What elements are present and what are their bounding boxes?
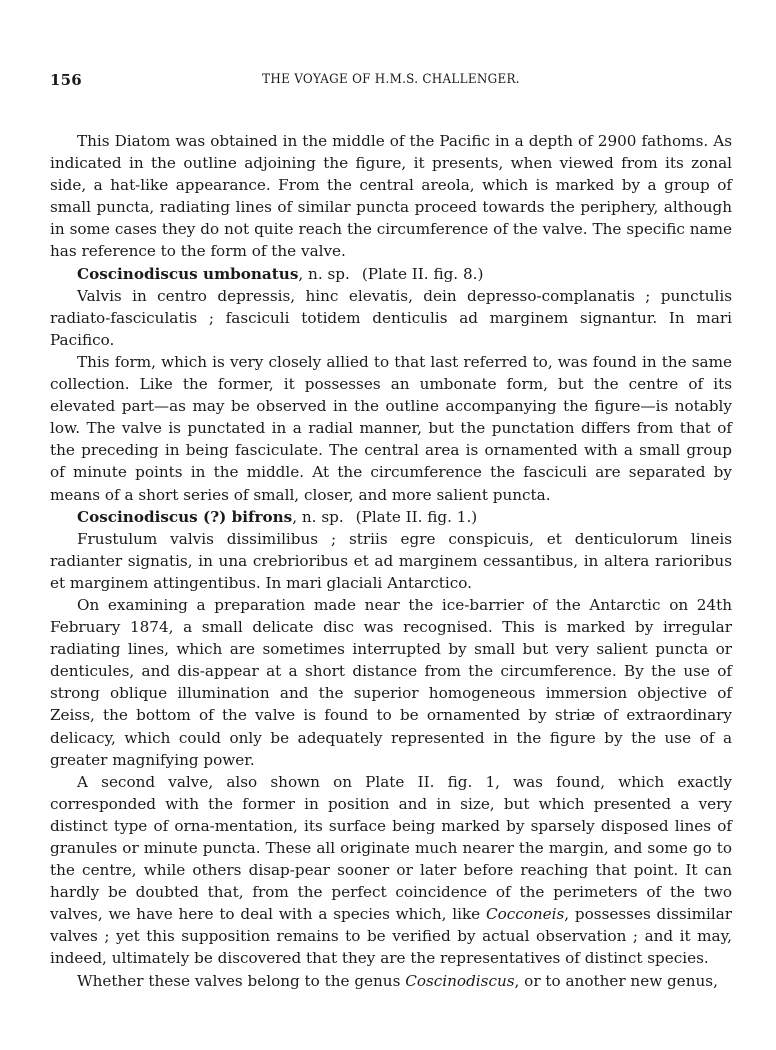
text-run: , possesses dissimilar valves ; yet this supposition remains to be verified by actual observation ; and it may, indeed, ultimately be discovered that they are the representatives of distinct species. [50,905,733,968]
taxon-name: Coscinodiscus (?) bifrons [77,507,293,526]
plate-reference: (Plate II. fig. 1.) [355,507,478,526]
taxon-name: Coscinodiscus umbonatus [77,264,299,283]
taxon-suffix: , n. sp. [292,507,344,526]
latin-diagnosis: Valvis in centro depressis, hinc elevatis, dein depresso-complanatis ; punctulis radiato-fasciculatis ; fasciculi totidem denticulis ad marginem signantur. In mari Pacifico. [50,286,732,349]
genus-italic: Cocconeis [485,905,565,924]
description-paragraph: This form, which is very closely allied to that last referred to, was found in the same collection. Like the former, it possesses an umbonate form, but the centre of its elevated part—as may be observed in the outline accompanying the figure—is notably low. The valve is punctated in a radial manner, but the punctation differs from that of the preceding in being fasciculate. The central area is ornamented with a small group of minute points in the middle. At the circumference the fasciculi are separated by means of a short series of small, closer, and more salient puncta. [50,352,732,504]
text-run: , or to another new genus, [514,971,718,990]
description-paragraph [50,970,732,992]
description-paragraph: On examining a preparation made near the ice-barrier of the Antarctic on 24th February 1874, a small delicate disc was recognised. This is marked by irregular radiating lines, which are sometimes interrupted by small but very salient puncta or denticules, and dis-appear at a short distance from the circumference. By the use of strong oblique illumination and the superior homogeneous immersion objective of Zeiss, the bottom of the valve is found to be ornamented by striæ of extraordinary delicacy, which could only be adequately represented in the figure by the use of a greater magnifying power. [50,595,732,769]
text-run: Whether these valves belong to the genus [77,971,406,990]
section-heading-bifrons [50,506,732,528]
description-paragraph [50,771,732,970]
section-heading-umbonatus [50,263,732,285]
latin-diagnosis: Frustulum valvis dissimilibus ; striis egre conspicuis, et denticulorum lineis radianter signatis, in una crebrioribus et ad marginem cessantibus, in altera rarioribus et marginem attingentibus. In mari glaciali Antarctico. [50,529,732,592]
running-title: THE VOYAGE OF H.M.S. CHALLENGER. [262,72,520,87]
taxon-suffix: , n. sp. [298,264,350,283]
plate-reference: (Plate II. fig. 8.) [361,264,484,283]
text-run: A second valve, also shown on Plate II. fig. 1, was found, which exactly corresponded with the former in position and in size, but which presented a very distinct type of orna-mentation, its surface being marked by sparsely disposed lines of granules or minute puncta. These all originate much nearer the margin, and some go to the centre, while others disap-pear sooner or later before reaching that point. It can hardly be doubted that, from the perfect coincidence of the perimeters of the two valves, we have here to deal with a species which, like [50,772,732,924]
body-text [50,130,732,992]
genus-italic: Coscinodiscus [405,971,515,990]
running-head [50,71,732,93]
intro-paragraph: This Diatom was obtained in the middle of the Pacific in a depth of 2900 fathoms. As indicated in the outline adjoining the figure, it presents, when viewed from its zonal side, a hat-like appearance. From the central areola, which is marked by a group of small puncta, radiating lines of similar puncta proceed towards the periphery, although in some cases they do not quite reach the circumference of the valve. The specific name has reference to the form of the valve. [50,132,732,261]
page-number: 156 [50,71,82,89]
